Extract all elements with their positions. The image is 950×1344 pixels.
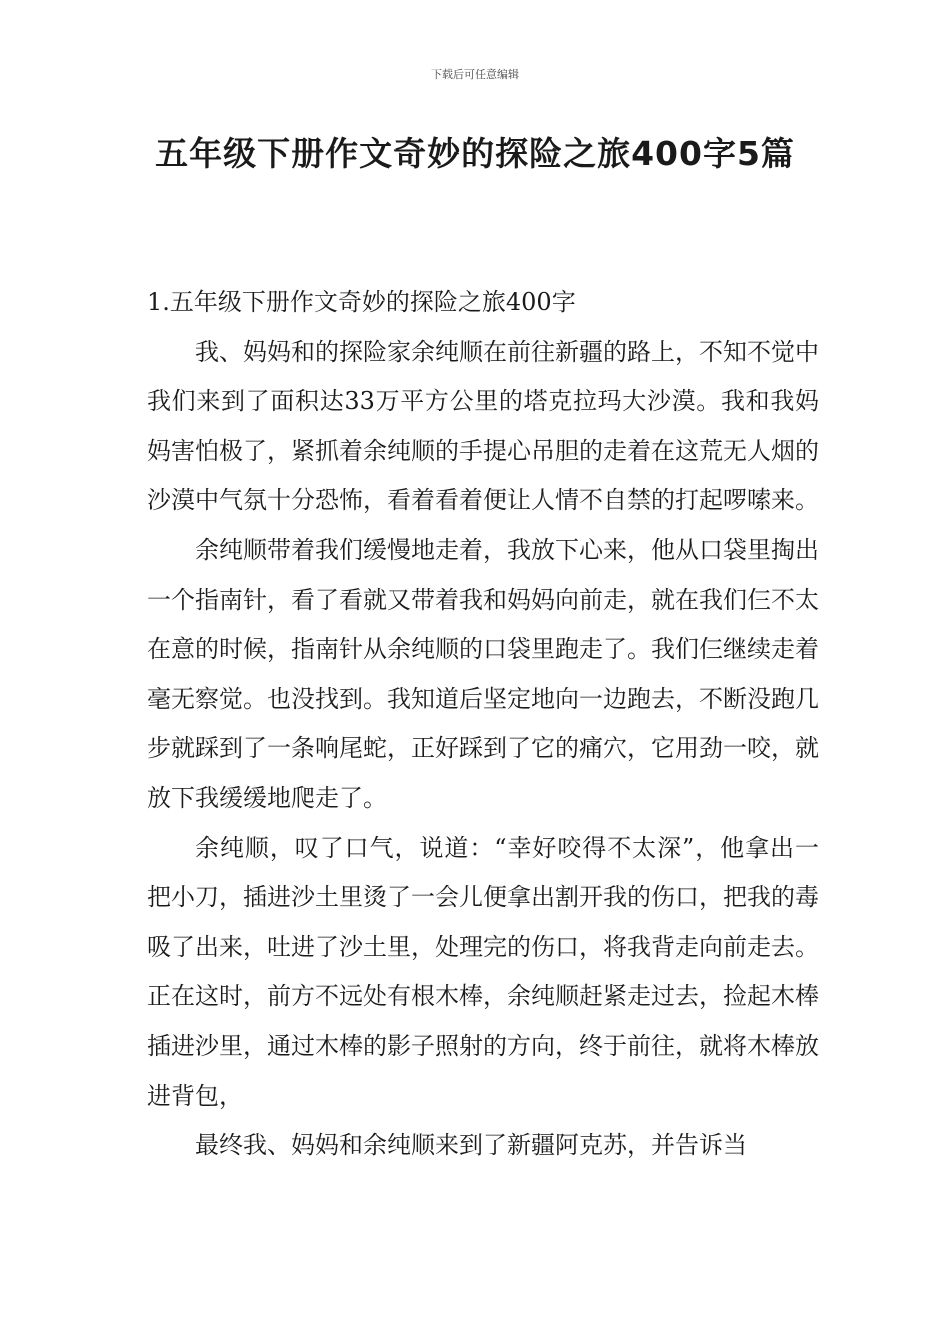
paragraph: 余纯顺，叹了口气，说道：“幸好咬得不太深”，他拿出一把小刀，插进沙土里烫了一会儿便拿出割开我的伤口，把我的毒吸了出来，吐进了沙土里，处理完的伤口，将我背走向前走去。正在这时，前方不远处有根木棒，余纯顺赶紧走过去，捡起木棒插进沙里，通过木棒的影子照射的方向，终于前往，就将木棒放进背包， — [147, 833, 819, 1110]
header-note: 下载后可任意编辑 — [431, 68, 519, 81]
paragraph: 余纯顺带着我们缓慢地走着，我放下心来，他从口袋里掏出一个指南针，看了看就又带着我和妈妈向前走，就在我们仨不太在意的时候，指南针从余纯顺的口袋里跑走了。我们仨继续走着毫无察觉。也没找到。我知道后坚定地向一边跑去，不断没跑几步就踩到了一条响尾蛇，正好踩到了它的痛穴，它用劲一咬，就放下我缓缓地爬走了。 — [147, 535, 819, 812]
section-heading: 1.五年级下册作文奇妙的探险之旅400字 — [147, 288, 576, 316]
document-title: 五年级下册作文奇妙的探险之旅400字5篇 — [155, 134, 795, 173]
paragraph: 我、妈妈和的探险家余纯顺在前往新疆的路上，不知不觉中我们来到了面积达33万平方公里的塔克拉玛大沙漠。我和我妈妈害怕极了，紧抓着余纯顺的手提心吊胆的走着在这荒无人烟的沙漠中气氛十分恐怖，看着看着便让人情不自禁的打起啰嗦来。 — [147, 337, 819, 515]
paragraph: 最终我、妈妈和余纯顺来到了新疆阿克苏，并告诉当 — [195, 1131, 747, 1160]
document-body — [147, 278, 819, 1171]
